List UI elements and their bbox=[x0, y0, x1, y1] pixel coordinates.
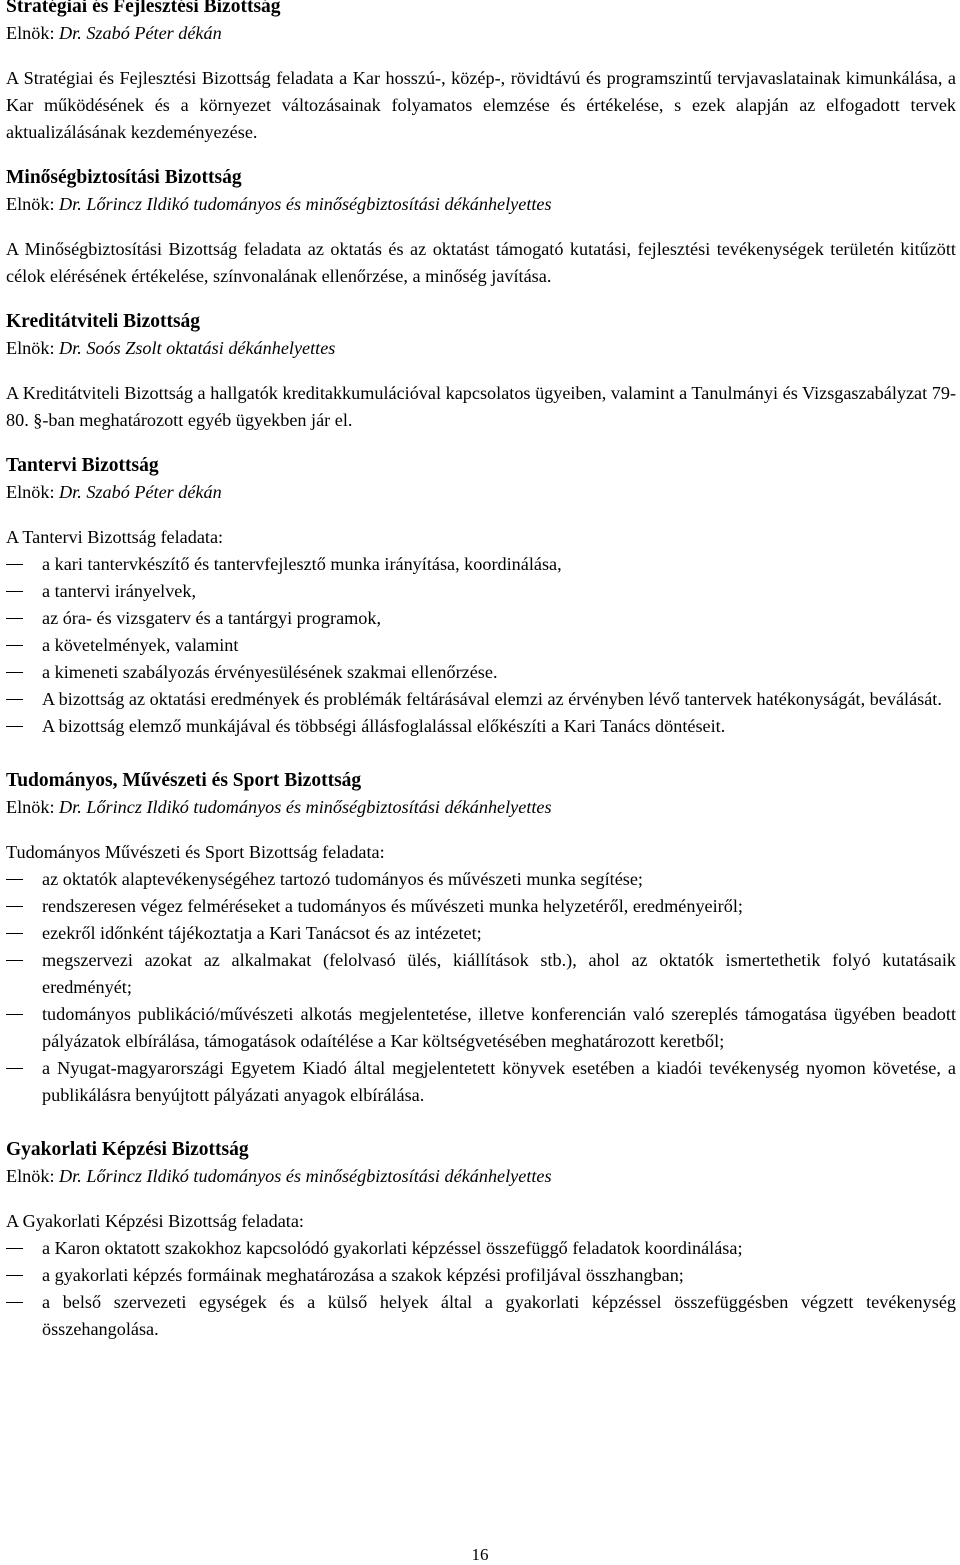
chair-label: Elnök: bbox=[6, 1166, 60, 1186]
list-item-text: A bizottság elemző munkájával és többségi állásfoglalással előkészíti a Kari Tanács döntéseit. bbox=[42, 716, 726, 736]
chair-label: Elnök: bbox=[6, 482, 60, 502]
section-title: Tantervi Bizottság bbox=[6, 455, 159, 476]
list-item-text: a belső szervezeti egységek és a külső helyek által a gyakorlati képzéssel összefüggésben végzett tevékenység összehangolása. bbox=[42, 1292, 956, 1339]
dash-bullet bbox=[6, 933, 23, 934]
list-item bbox=[6, 659, 956, 686]
dash-bullet bbox=[6, 564, 23, 565]
list-item bbox=[6, 1235, 956, 1262]
section-description: A Minőségbiztosítási Bizottság feladata az oktatás és az oktatást támogató kutatási, fejlesztési tevékenységek területén kitűzött célok elérésének értékelése, színvonalának ellenőrzése, a minőség javítása. bbox=[6, 239, 956, 286]
dash-bullet bbox=[6, 699, 23, 700]
chair-line bbox=[6, 20, 956, 47]
chair-label: Elnök: bbox=[6, 338, 60, 358]
task-list bbox=[6, 551, 956, 740]
dash-bullet bbox=[6, 591, 23, 592]
dash-bullet bbox=[6, 906, 23, 907]
chair-line bbox=[6, 191, 956, 218]
list-item bbox=[6, 1055, 956, 1109]
list-item-text: a Nyugat-magyarországi Egyetem Kiadó által megjelentetett könyvek esetében a kiadói tevékenység nyomon követése, a publikálásra benyújtott pályázati anyagok elbírálása. bbox=[42, 1058, 956, 1105]
section-title: Tudományos, Művészeti és Sport Bizottság bbox=[6, 770, 362, 791]
dash-bullet bbox=[6, 1302, 23, 1303]
section-title: Kreditátviteli Bizottság bbox=[6, 311, 201, 332]
chair-name: Dr. Szabó Péter dékán bbox=[59, 23, 222, 43]
chair-line bbox=[6, 1163, 956, 1190]
list-item bbox=[6, 632, 956, 659]
list-item bbox=[6, 686, 956, 713]
dash-bullet bbox=[6, 1014, 23, 1015]
dash-bullet bbox=[6, 618, 23, 619]
chair-name: Dr. Szabó Péter dékán bbox=[59, 482, 222, 502]
list-item-text: tudományos publikáció/művészeti alkotás megjelentetése, illetve konferencián való szereplés támogatása ügyében beadott pályázatok elbírálása, támogatások odaítélése a Kar költségvetésében meghatározott keretből; bbox=[42, 1004, 956, 1051]
dash-bullet bbox=[6, 879, 23, 880]
list-item bbox=[6, 920, 956, 947]
section-title: Minőségbiztosítási Bizottság bbox=[6, 167, 242, 188]
list-item bbox=[6, 947, 956, 1001]
chair-line bbox=[6, 335, 956, 362]
chair-label: Elnök: bbox=[6, 194, 60, 214]
page-number: 16 bbox=[471, 1545, 489, 1564]
section-intro: Tudományos Művészeti és Sport Bizottság feladata: bbox=[6, 842, 385, 862]
list-item-text: megszervezi azokat az alkalmakat (felolvasó ülés, kiállítások stb.), ahol az oktatók ismertethetik folyó kutatásaik eredményét; bbox=[42, 950, 956, 997]
dash-bullet bbox=[6, 726, 23, 727]
list-item bbox=[6, 1289, 956, 1343]
list-item bbox=[6, 1001, 956, 1055]
chair-name: Dr. Lőrincz Ildikó tudományos és minőségbiztosítási dékánhelyettes bbox=[59, 797, 552, 817]
section-title: Gyakorlati Képzési Bizottság bbox=[6, 1139, 249, 1160]
section-description: A Stratégiai és Fejlesztési Bizottság feladata a Kar hosszú-, közép-, rövidtávú és programszintű tervjavaslatainak kimunkálása, a Kar működésének és a környezet változásainak folyamatos elemzése és értékelése, s ezek alapján az elfogadott tervek aktualizálásának kezdeményezése. bbox=[6, 68, 956, 142]
chair-line bbox=[6, 479, 956, 506]
section-curriculum-committee bbox=[6, 452, 956, 740]
list-item-text: ezekről időnként tájékoztatja a Kari Tanácsot és az intézetet; bbox=[42, 923, 482, 943]
list-item bbox=[6, 893, 956, 920]
chair-name: Dr. Soós Zsolt oktatási dékánhelyettes bbox=[59, 338, 336, 358]
section-description: A Kreditátviteli Bizottság a hallgatók kreditakkumulációval kapcsolatos ügyeiben, valamint a Tanulmányi és Vizsgaszabályzat 79-80. §-ban meghatározott egyéb ügyekben jár el. bbox=[6, 383, 956, 430]
task-list bbox=[6, 866, 956, 1109]
list-item-text: a tantervi irányelvek, bbox=[42, 581, 197, 601]
dash-bullet bbox=[6, 1068, 23, 1069]
list-item-text: a kimeneti szabályozás érvényesülésének szakmai ellenőrzése. bbox=[42, 662, 498, 682]
list-item bbox=[6, 1262, 956, 1289]
section-strategic-committee bbox=[6, 0, 956, 146]
list-item-text: az óra- és vizsgaterv és a tantárgyi programok, bbox=[42, 608, 382, 628]
section-practical-training-committee bbox=[6, 1136, 956, 1343]
dash-bullet bbox=[6, 960, 23, 961]
list-item bbox=[6, 551, 956, 578]
list-item-text: rendszeresen végez felméréseket a tudományos és művészeti munka helyzetéről, eredményeiről; bbox=[42, 896, 743, 916]
task-list bbox=[6, 1235, 956, 1343]
chair-label: Elnök: bbox=[6, 797, 60, 817]
section-science-arts-sport-committee bbox=[6, 767, 956, 1109]
list-item-text: a kari tantervkészítő és tantervfejlesztő munka irányítása, koordinálása, bbox=[42, 554, 562, 574]
dash-bullet bbox=[6, 672, 23, 673]
list-item-text: a Karon oktatott szakokhoz kapcsolódó gyakorlati képzéssel összefüggő feladatok koordinálása; bbox=[42, 1238, 743, 1258]
list-item-text: a gyakorlati képzés formáinak meghatározása a szakok képzési profiljával összhangban; bbox=[42, 1265, 684, 1285]
section-quality-committee bbox=[6, 164, 956, 290]
dash-bullet bbox=[6, 1275, 23, 1276]
dash-bullet bbox=[6, 1248, 23, 1249]
section-credit-committee bbox=[6, 308, 956, 434]
list-item bbox=[6, 713, 956, 740]
section-intro: A Gyakorlati Képzési Bizottság feladata: bbox=[6, 1211, 304, 1231]
section-intro: A Tantervi Bizottság feladata: bbox=[6, 527, 224, 547]
dash-bullet bbox=[6, 645, 23, 646]
chair-name: Dr. Lőrincz Ildikó tudományos és minőségbiztosítási dékánhelyettes bbox=[59, 194, 552, 214]
list-item bbox=[6, 605, 956, 632]
chair-name: Dr. Lőrincz Ildikó tudományos és minőségbiztosítási dékánhelyettes bbox=[59, 1166, 552, 1186]
list-item bbox=[6, 866, 956, 893]
list-item-text: a követelmények, valamint bbox=[42, 635, 239, 655]
chair-label: Elnök: bbox=[6, 23, 60, 43]
chair-line bbox=[6, 794, 956, 821]
list-item-text: az oktatók alaptevékenységéhez tartozó tudományos és művészeti munka segítése; bbox=[42, 869, 643, 889]
list-item-text: A bizottság az oktatási eredmények és problémák feltárásával elemzi az érvényben lévő tantervek hatékonyságát, beválását. bbox=[42, 689, 942, 709]
document-page bbox=[6, 0, 956, 1343]
list-item bbox=[6, 578, 956, 605]
section-title: Stratégiai és Fejlesztési Bizottság bbox=[6, 0, 281, 17]
